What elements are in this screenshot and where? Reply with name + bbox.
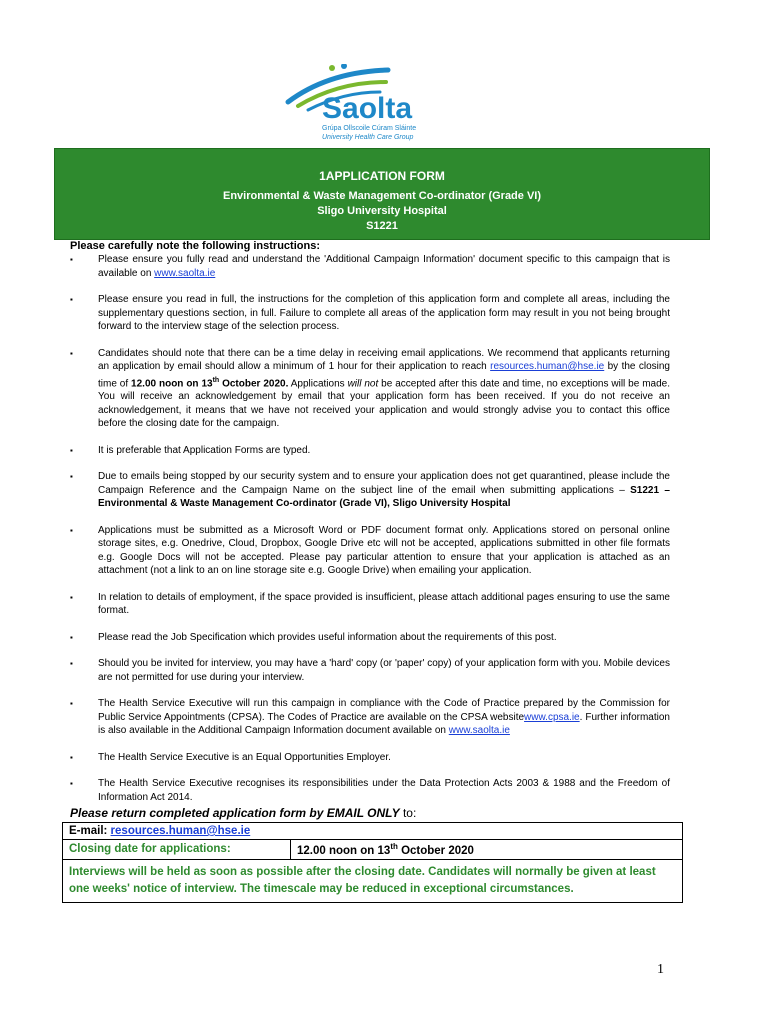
list-item: ▪ In relation to details of employment, if the space provided is insufficient, please attach additional pages ensuring to use the same format. — [70, 591, 670, 617]
email-link[interactable]: resources.human@hse.ie — [490, 361, 605, 372]
closing-date-value: 12.00 noon on 13th October 2020 — [291, 840, 683, 860]
bullet-icon: ▪ — [70, 592, 73, 602]
bullet-icon: ▪ — [70, 255, 73, 264]
bullet-icon: ▪ — [70, 752, 73, 762]
hospital-name: Sligo University Hospital — [317, 205, 447, 217]
instructions-heading: Please carefully note the following instructions: — [70, 240, 320, 252]
list-item: ▪ The Health Service Executive will run this campaign in compliance with the Code of Practice prepared by the Commission for Public Service Appointments (CPSA). The Codes of Practice are available on the CPSA websitewww.cpsa.ie. Further information is also available in the Additional Campaign Information document available on www.saolta.ie — [70, 698, 670, 737]
bullet-icon: ▪ — [70, 632, 73, 642]
list-item: ▪ The Health Service Executive recognises its responsibilities under the Data Protection Acts 2003 & 1988 and the Freedom of Information Act 2014. — [70, 778, 670, 803]
bullet-icon: ▪ — [70, 659, 73, 669]
bullet-icon: ▪ — [70, 472, 73, 482]
list-item: ▪ Due to emails being stopped by our security system and to ensure your application does not get quarantined, please include the Campaign Reference and the Campaign Name on the subject line of the email when submitting applications – S1221 – Environmental & Waste Management Co-ordinator (Grade VI), Sligo University Hospital — [70, 471, 670, 510]
list-item: ▪ Candidates should note that there can be a time delay in receiving email applications. We recommend that applicants returning an application by email should allow a minimum of 1 hour for their application to reach resources.human@hse.ie by the closing time of 12.00 noon on 13th October 2020. Applications will not be accepted after this date and time, no exceptions will be made. You will receive an acknowledgement by email that your application form has been received. If you do not receive an acknowledgement, it means that we have not received your application and would strongly advise you to contact this office before the closing date for the campaign. — [70, 347, 670, 430]
header-banner — [54, 148, 710, 240]
logo-subtitle-irish: Grúpa Ollscoile Cúram Sláinte — [322, 125, 417, 132]
saolta-logo — [268, 64, 468, 144]
submission-details-table — [62, 822, 683, 903]
list-item: ▪ Should you be invited for interview, you may have a 'hard' copy (or 'paper' copy) of your application form with you. Mobile devices are not permitted for use during your interview. — [70, 658, 670, 683]
form-title: 1APPLICATION FORM — [319, 169, 445, 183]
logo-subtitle-english: University Health Care Group — [322, 134, 414, 141]
logo-wordmark: Saolta — [322, 92, 413, 125]
email-row: E-mail: resources.human@hse.ie — [63, 823, 683, 840]
submission-email-link[interactable]: resources.human@hse.ie — [110, 825, 251, 837]
bullet-icon: ▪ — [70, 699, 73, 709]
page-number: 1 — [657, 962, 664, 977]
position-title: Environmental & Waste Management Co-ordinator (Grade VI) — [222, 190, 542, 202]
list-item: ▪ Please ensure you fully read and understand the 'Additional Campaign Information' document specific to this campaign that is available on www.saolta.ie — [70, 254, 670, 279]
saolta-link[interactable]: www.saolta.ie — [154, 267, 216, 279]
list-item: ▪ Please read the Job Specification which provides useful information about the requirements of this post. — [70, 631, 557, 643]
interview-notice: Interviews will be held as soon as possible after the closing date. Candidates will normally be given at least one weeks' notice of interview. The timescale may be reduced in exceptional circumstances. — [63, 859, 683, 902]
bullet-icon: ▪ — [70, 445, 73, 455]
return-instructions: Please return completed application form by EMAIL ONLY to: — [70, 806, 417, 820]
instructions-list — [70, 253, 670, 804]
saolta-link[interactable]: www.saolta.ie — [448, 725, 510, 737]
list-item: ▪ Applications must be submitted as a Microsoft Word or PDF document format only. Applications stored on personal online storage sites, e.g. Onedrive, Cloud, Dropbox, Google Drive etc will not be accepted, applications submitted in other file formats e.g. Google Docs will not be accepted. Please pay particular attention to ensure that your application is attached as an attachment (not a link to an on line storage site e.g. Google Drive) when emailing your application. — [70, 524, 670, 577]
closing-date-label: Closing date for applications: — [63, 840, 291, 860]
cpsa-link[interactable]: www.cpsa.ie — [524, 711, 580, 723]
bullet-icon: ▪ — [70, 295, 73, 304]
bullet-icon: ▪ — [70, 779, 73, 789]
list-item: ▪ It is preferable that Application Forms are typed. — [70, 444, 311, 456]
bullet-icon: ▪ — [70, 525, 73, 535]
campaign-reference: S1221 — [366, 220, 398, 232]
list-item: ▪ Please ensure you read in full, the instructions for the completion of this application form and complete all areas, including the supplementary questions section, in full. Failure to complete all areas of the application form may result in you not being brought forward to the interview stage of the selection process. — [70, 294, 670, 332]
bullet-icon: ▪ — [70, 348, 73, 358]
list-item: ▪ The Health Service Executive is an Equal Opportunities Employer. — [70, 751, 391, 763]
